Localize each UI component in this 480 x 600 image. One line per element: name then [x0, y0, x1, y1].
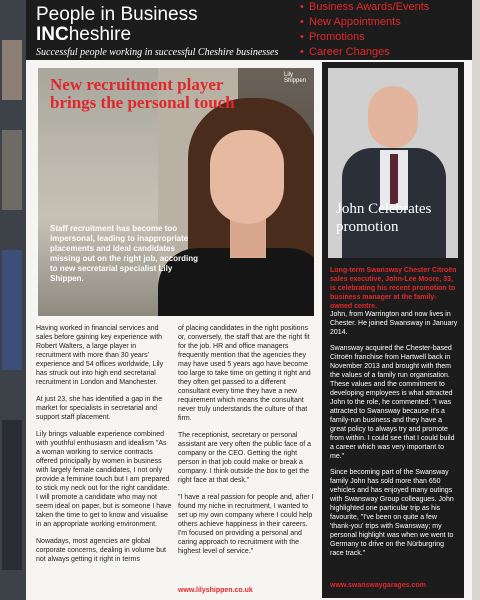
feature-photo: [38, 68, 314, 316]
portrait-face: [368, 86, 418, 148]
article-paragraph: of placing candidates in the right positions or, conversely, the staff that are the right fit for the job. HR and office managers frequently mention that the agencies they may have used 5 years ago have become too large to take time on getting it right and they often get passed to a different consultant every time they have a new requirement which means the consultant never truly understands the culture of that firm.: [178, 325, 311, 422]
article-paragraph: "I have a real passion for people and, after I found my niche in recruitment, I wanted to set up my own company where I could help others achieve happiness in their careers. I'm focused on providing a personal and caring approach to recruitment with the highest level of service.": [178, 494, 314, 555]
sidebar-url[interactable]: www.swanswaygarages.com: [330, 582, 426, 589]
section-item: • Promotions: [300, 31, 365, 43]
sidebar-article: [322, 62, 464, 598]
feature-lead: Staff recruitment has become too impersonal, leading to inappropriate placements and ideal candidates missing out on the right job, according to new secretarial specialist Lily Shippen.: [50, 224, 198, 283]
masthead-tagline: Successful people working in successful Cheshire businesses: [36, 47, 279, 58]
sidebar-body: [330, 310, 458, 565]
article-paragraph: At just 23, she has identified a gap in the market for specialists in secretarial and support staff placement.: [36, 396, 163, 421]
masthead-brand: INCheshire: [36, 24, 132, 45]
sidebar-paragraph: Swansway acquired the Chester-based Citroën franchise from Hartwell back in November 2013 and brought with them the values of a family run organisation. These values and the commitment to developing employees is what attracted John to the role, he commented: "I was attracted to Swansway because it's a family-run business and they have a great policy to always try and promote from within. I could see that I could build a career which was very important to me.": [330, 345, 455, 460]
article-paragraph: Nowadays, most agencies are global corporate concerns, dealing in volume but not always getting it right in terms: [36, 538, 166, 563]
article-url[interactable]: www.lilyshippen.co.uk: [178, 587, 253, 594]
right-page-edge: [472, 0, 480, 600]
feature-headline: New recruitment player brings the personal touch: [50, 75, 235, 112]
masthead-title: People in Business: [36, 4, 198, 25]
article-column-2: [178, 324, 316, 564]
section-item: • Business Awards/Events: [300, 1, 430, 13]
article-column-1: [36, 324, 172, 572]
article-paragraph: Having worked in financial services and sales before gaining key experience with Robert Walters, a large player in recruitment with more than 30 years' experience and 54 offices worldwide, Lily has struck out into high end secretarial recruitment in London and Manchester.: [36, 325, 164, 386]
photo-credit: Lily Shippen: [284, 72, 307, 84]
portrait-face: [210, 130, 284, 224]
sidebar-paragraph: John, from Warrington and now lives in Chester. He joined Swansway in January 2014.: [330, 311, 458, 336]
section-item: • Career Changes: [300, 46, 390, 58]
article-paragraph: The receptionist, secretary or personal assistant are very often the public face of a company or the CEO. Getting the right person in that job could make or break a company. I think outside the box to get the right face at that desk.": [178, 432, 312, 484]
sidebar-paragraph: Since becoming part of the Swansway family John has sold more than 650 vehicles and has enjoyed many outings with Swansway Group colleagues. John highlighted one particular trip as his favourite, "I've been on quite a few 'thank-you' trips with Swansway; my personal highlight was when we went to Germany to drive on the Nürburgring race track.": [330, 469, 454, 557]
left-page-edge: [0, 0, 26, 600]
section-item: • New Appointments: [300, 16, 401, 28]
article-paragraph: Lily brings valuable experience combined with youthful enthusiasm and idealism "As a woman working to service contracts offered principally by women in business with largely female candidates, I not only provide a feminine touch but I am prepared to stick my neck out for the right candidate. I will promote a candidate who may not seem ideal on paper, but is someone I have taken the time to get to know and visualise in an appropriate working environment.: [36, 431, 172, 528]
sidebar-lead: Long-term Swansway Chester Citroën sales executive, John-Lee Moore, 33, is celebrating his recent promotion to business manager at the family-owned centre.: [330, 267, 457, 310]
sidebar-headline: John Celebrates promotion: [336, 201, 432, 235]
section-list: [300, 0, 429, 60]
